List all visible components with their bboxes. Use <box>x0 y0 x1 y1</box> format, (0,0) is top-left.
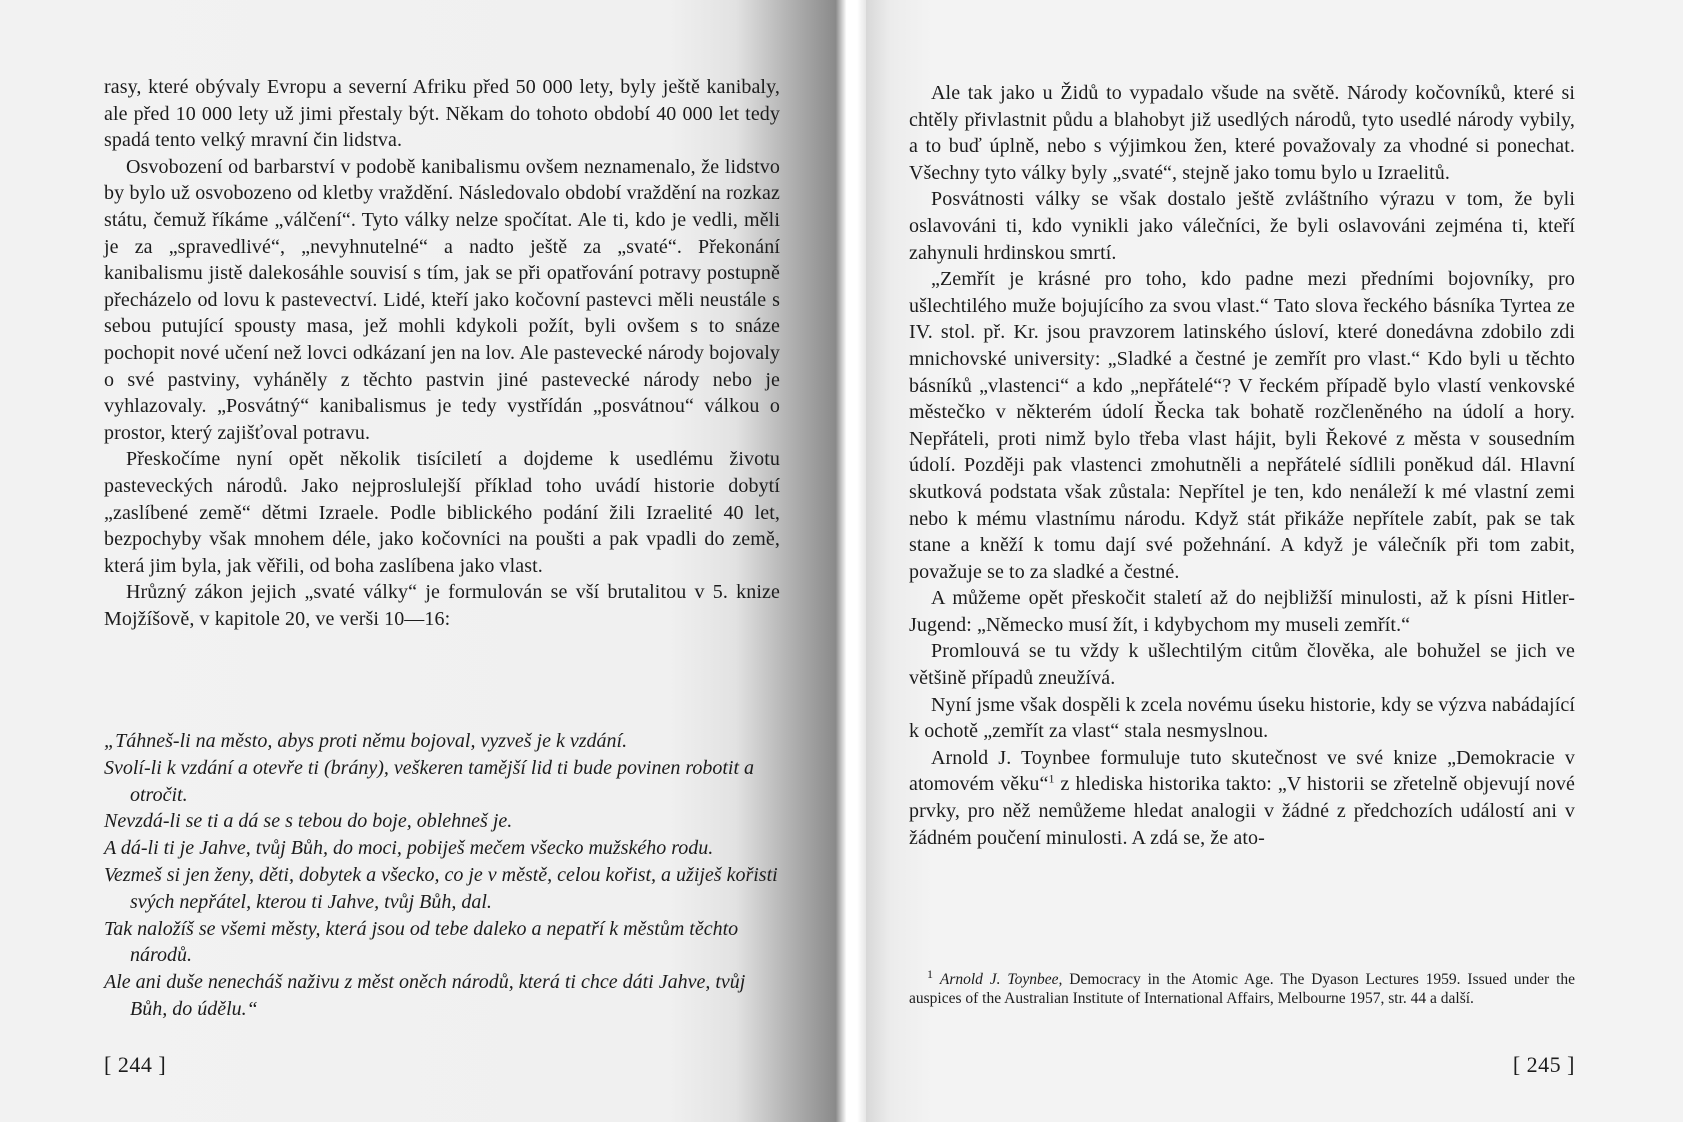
right-page-body <box>909 80 1575 851</box>
paragraph: Nyní jsme však dospěli k zcela novému úseku historie, kdy se výzva nabádající k ochotě „zemřít za vlast“ stala nesmyslnou. <box>909 693 1575 743</box>
book-gutter <box>836 0 866 1122</box>
quote-line: Vezmeš si jen ženy, děti, dobytek a všecko, co je v městě, celou kořist, a užiješ kořisti svých nepřátel, kterou ti Jahve, tvůj Bůh, dal. <box>104 863 778 913</box>
paragraph: „Zemřít je krásné pro toho, kdo padne mezi předními bojovníky, pro ušlechtilého muže bojujícího za svou vlast.“ Tato slova řeckého básníka Tyrtea ze IV. stol. př. Kr. jsou pravzorem latinského úsloví, které donedávna zdobilo zdi mnichovské university: „Sladké a čestné je zemřít pro vlast.“ Kdo byli u těchto básníků „vlastenci“ a kdo „nepřátelé“? V řeckém případě bylo vlastí venkovské městečko v některém údolí Řecka tak bohatě rozčleněného na údolí a hory. Nepřáteli, proti nimž bylo třeba vlast hájit, byli Řekové z města v sousedním údolí. Později pak vlastenci zmohutněli a nepřátelé sídlili poněkud dál. Hlavní skutková podstata však zůstala: Nepřítel je ten, kdo nenáleží k mé vlastní zemi nebo k mému vlastnímu národu. Když stát přikáže nepřítele zabít, pak se tak stane a kněží k tomu dají své požehnání. A když je válečník při tom zabit, považuje se to za sladké a čestné. <box>909 268 1575 583</box>
quote-line: Nevzdá-li se ti a dá se s tebou do boje, oblehneš je. <box>104 810 513 833</box>
paragraph: Posvátnosti války se však dostalo ještě zvláštního výrazu v tom, že byli oslavováni ti, kdo vynikli jako válečníci, že byli oslavováni zejména ti, kteří zahynuli hrdinskou smrtí. <box>909 188 1575 264</box>
quote-line: A dá-li ti je Jahve, tvůj Bůh, do moci, pobiješ mečem všecko mužského rodu. <box>104 837 714 860</box>
paragraph: Hrůzný zákon jejich „svaté války“ je formulován se vší brutalitou v 5. knize Mojžíšově, v kapitole 20, ve verši 10—16: <box>104 581 780 630</box>
footnote-author: Arnold J. Toynbee, <box>939 971 1063 988</box>
left-page <box>0 0 836 1122</box>
quote-line: Tak naložíš se všemi městy, která jsou od tebe daleko a nepatří k městům těchto národů. <box>104 917 739 967</box>
page-number-right: [ 245 ] <box>1512 1052 1575 1077</box>
footnote-text <box>909 966 1576 1008</box>
footnote <box>909 966 1576 1008</box>
bible-quote <box>104 728 780 1023</box>
paragraph-text: Arnold J. Toynbee formuluje tuto skutečnost ve své knize „Demokracie v atomovém věku“ <box>909 746 1575 796</box>
paragraph: A můžeme opět přeskočit staletí až do nejbližší minulosti, až k písni Hitler-Jugend: „Německo musí žít, i kdybychom my museli zemřít.“ <box>909 587 1575 636</box>
paragraph: Promlouvá se tu vždy k ušlechtilým citům člověka, ale bohužel se jich ve většině případů zneužívá. <box>909 640 1575 690</box>
quote-line: Ale ani duše nenecháš naživu z měst oněch národů, která ti chce dáti Jahve, tvůj Bůh, do údělu.“ <box>104 971 746 1020</box>
quote-line: Svolí-li k vzdání a otevře ti (brány), veškeren tamější lid ti bude povinen robotit a otročit. <box>104 756 755 806</box>
paragraph: Osvobození od barbarství v podobě kanibalismu ovšem neznamenalo, že lidstvo by bylo už osvobozeno od kletby vraždění. Následovalo období vraždění na rozkaz státu, čemuž říkáme „válčení“. Tyto války nelze spočítat. Ale ti, kdo je vedli, měli je za „spravedlivé“, „nevyhnutelné“ a nadto ještě za „svaté“. Překonání kanibalismu jistě dalekosáhle souvisí s tím, jak se při opatřování potravy postupně přecházelo od lovu k pastevectví. Lidé, kteří jako kočovní pastevci měli neustále s sebou putující spousty masa, jež mohli kdykoli požít, byli ovšem s to snáze pochopit nové učení než lovci odkázaní jen na lov. Ale pastevecké národy bojovaly o své pastviny, vyháněly z těchto pastvin jiné pastevecké národy nebo je vyhlazovaly. „Posvátný“ kanibalismus je tedy vystřídán „posvátnou“ válkou o prostor, který zajišťoval potravu. <box>104 155 780 444</box>
paragraph: Přeskočíme nyní opět několik tisíciletí a dojdeme k usedlému životu pasteveckých národů. Jako nejproslulejší příklad toho uvádí historie dobytí „zaslíbené země“ dětmi Izraele. Podle biblického podání žili Izraelité 40 let, bezpochyby však mnohem déle, jako kočovníci na poušti a pak vpadli do země, která jim byla, jak věřili, od boha zaslíbena jako vlast. <box>104 448 780 577</box>
paragraph: Ale tak jako u Židů to vypadalo všude na světě. Národy kočovníků, které si chtěly přivlastnit půdu a blahobyt již usedlých národů, tyto usedlé národy vybily, a to buď úplně, nebo s výjimkou žen, které považovaly za vhodné si ponechat. Všechny tyto války byly „svaté“, stejně jako tomu bylo u Izraelitů. <box>909 82 1575 184</box>
right-page <box>866 0 1683 1122</box>
footnote-citation: Democracy in the Atomic Age. The Dyason Lectures 1959. Issued under the auspices of the Australian Institute of International Affairs, Melbourne 1957, str. 44 a další. <box>909 971 1576 1007</box>
paragraph: rasy, které obývaly Evropu a severní Afriku před 50 000 lety, byly ještě kanibaly, ale před 10 000 lety už jimi přestaly být. Někam do tohoto období 40 000 let tedy spadá tento velký mravní čin lidstva. <box>104 76 780 152</box>
paragraph-with-footnote-ref <box>909 745 1575 851</box>
left-page-body <box>104 74 780 632</box>
page-number-left: [ 244 ] <box>104 1052 167 1077</box>
quote-line: „Táhneš-li na město, abys proti němu bojoval, vyzveš je k vzdání. <box>104 730 628 752</box>
paragraph-text: z hlediska historika takto: „V historii se zřetelně objevují nové prvky, pro něž nemůžeme hledat analogii v žádné z předchozích událostí ani v žádném poučení minulosti. A zdá se, že ato- <box>909 773 1576 849</box>
footnote-reference: 1 <box>1048 771 1055 786</box>
footnote-marker: 1 <box>927 966 933 981</box>
